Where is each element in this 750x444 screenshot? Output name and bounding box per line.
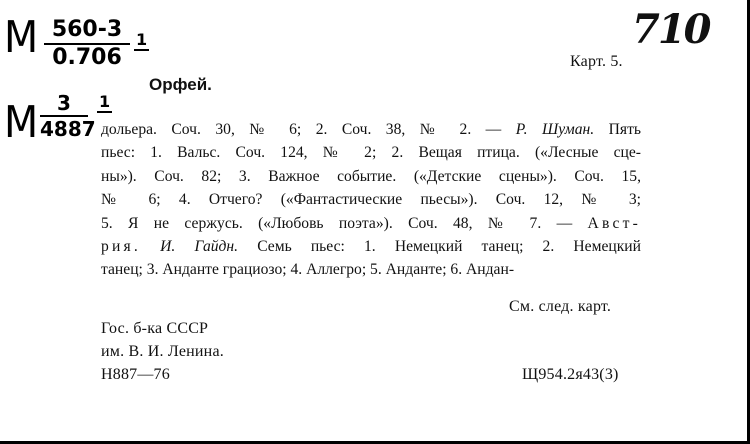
library-line-1: Гос. б-ка СССР — [101, 320, 209, 337]
body-text-segment: 5. Я не сержусь. («Любовь поэта»). Соч. 48, № 7. — — [101, 214, 588, 232]
shelf-mark-fraction-bottom — [40, 91, 96, 141]
library-line-2: им. В. И. Ленина. — [101, 343, 224, 360]
card-body-text — [101, 118, 641, 282]
card-title: Орфей. — [149, 75, 212, 94]
fraction-bottom-mark: 1 — [99, 92, 111, 111]
body-line — [101, 258, 641, 281]
body-text-segment: Пять — [594, 121, 641, 138]
fraction-top-numerator: 560-3 — [51, 17, 123, 42]
card-label: Карт. 5. — [570, 53, 623, 70]
body-text-segment: ны»). Соч. 82; 3. Важное событие. («Детские сцены»). Соч. 15, — [101, 167, 641, 185]
fraction-top-denominator: 0.706 — [52, 45, 122, 70]
body-line — [101, 235, 641, 258]
fraction-top-mark: 1 — [136, 30, 148, 49]
catalog-code: Н887—76 — [101, 366, 170, 383]
body-text-segment: танец; 3. Анданте грациозо; 4. Аллегро; 5. Анданте; 6. Андан- — [101, 261, 515, 279]
body-text-segment: Р. Шуман. — [515, 121, 595, 138]
body-line — [101, 188, 641, 211]
body-text-segment: Семь пьес: 1. Немецкий танец; 2. Немецкий — [238, 238, 641, 256]
shelf-mark-prefix-bottom: М — [4, 97, 39, 148]
body-text-segment: дольера. Соч. 30, № 6; 2. Соч. 38, № 2. — — [101, 121, 516, 138]
body-text-segment: Авст- — [587, 214, 641, 232]
body-line — [101, 118, 641, 141]
body-line — [101, 141, 641, 164]
body-text-segment — [141, 238, 160, 255]
fraction-bottom-numerator: 3 — [57, 91, 71, 115]
shelf-mark-prefix-top: М — [4, 12, 39, 63]
body-text-segment: И. Гайдн. — [160, 238, 239, 256]
shelf-mark-fraction-top — [44, 18, 130, 70]
handwritten-corner-number: 710 — [632, 6, 710, 53]
body-line — [101, 165, 641, 188]
continued-note: См. след. карт. — [509, 298, 612, 315]
fraction-bottom-denominator: 4887 — [40, 117, 96, 141]
body-text-segment: рия. — [101, 238, 142, 256]
body-text-segment: № 6; 4. Отчего? («Фантастические пьесы»). Соч. 12, № 3; — [101, 191, 641, 209]
body-text-segment: пьес: 1. Вальс. Соч. 124, № 2; 2. Вещая птица. («Лесные сце- — [101, 144, 641, 162]
classification-code: Щ954.2я43(3) — [522, 366, 619, 383]
body-line — [101, 212, 641, 235]
